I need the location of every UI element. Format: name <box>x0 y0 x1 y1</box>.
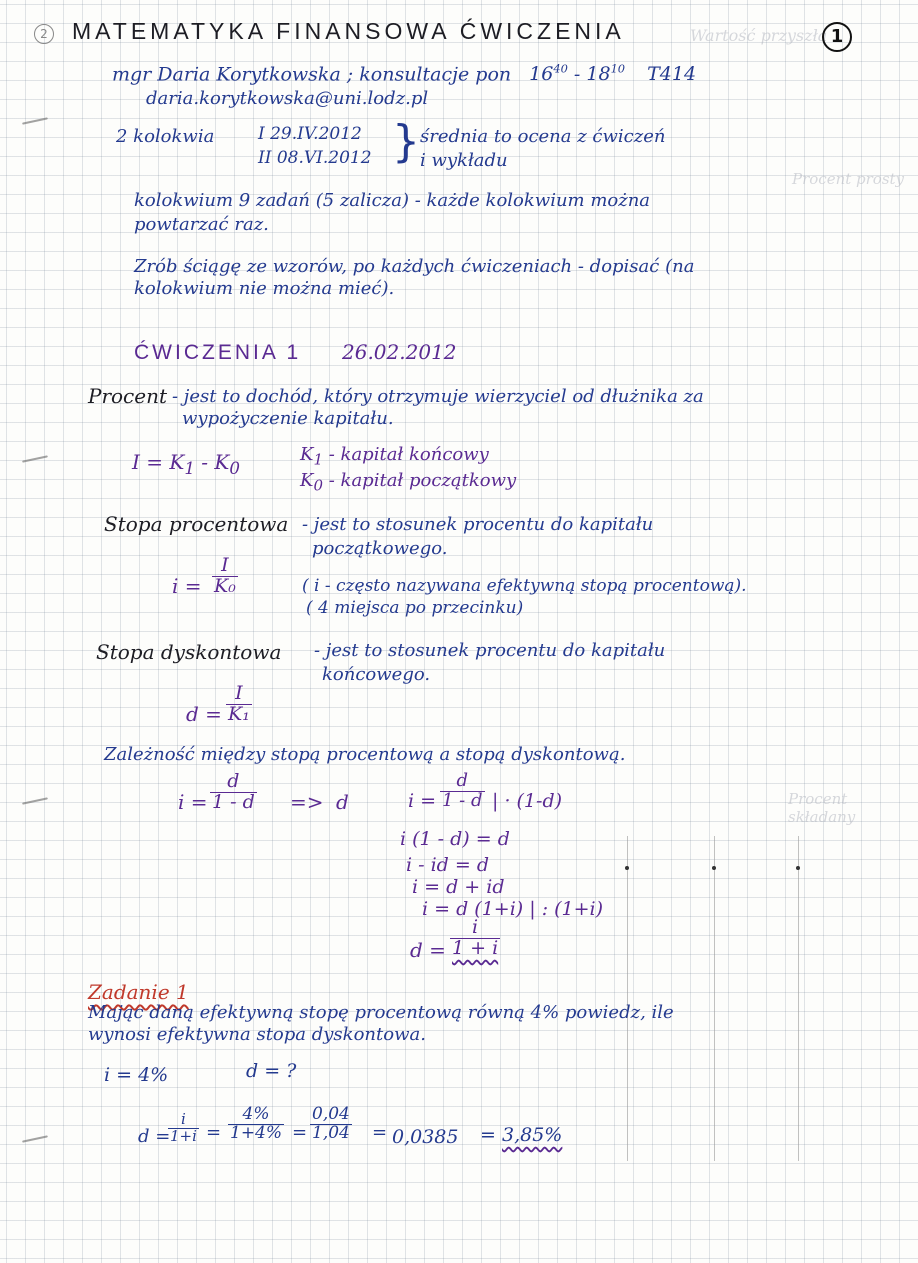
k0-definition <box>300 472 516 494</box>
grade-note-2: i wykładu <box>420 150 508 171</box>
consult-end <box>586 63 625 85</box>
task-heading-text: Zadanie 1 <box>88 980 189 1004</box>
show-through-text: Wartość przyszła <box>690 26 828 45</box>
time-end: 18 <box>586 63 611 86</box>
lesson-heading: ĆWICZENIA 1 <box>134 341 302 364</box>
relation-arrow-var: d <box>336 790 349 814</box>
show-through-text: Procent prosty <box>792 170 905 188</box>
page-number: 1 <box>822 22 852 52</box>
faint-guide-line <box>714 836 715 1161</box>
faint-guide-line <box>798 836 799 1161</box>
relation-lhs: i = <box>178 790 208 814</box>
derivation-step-4 <box>422 900 603 919</box>
solution-fraction-1 <box>168 1112 199 1145</box>
hole-punch-mark <box>22 1135 48 1142</box>
solution-percent-text: 3,85% <box>502 1124 563 1146</box>
k0-sub: 0 <box>313 476 323 495</box>
fraction-denominator: 1+i <box>170 1126 197 1145</box>
consult-start <box>529 63 568 85</box>
formula-procent <box>132 452 240 478</box>
time-dash: - <box>573 63 581 86</box>
k1-definition <box>300 446 489 468</box>
pencil-dot <box>712 866 716 870</box>
stopa-dyskontowa-term: Stopa dyskontowa <box>96 640 282 664</box>
show-through-text: Procent składany <box>788 790 856 826</box>
tasks-line-2: powtarzać raz. <box>134 214 269 235</box>
i-formula-lhs: i = <box>172 574 202 598</box>
fraction-denominator: 1 + i <box>452 936 499 959</box>
fraction-numerator: 0,04 <box>312 1104 350 1124</box>
grade-note-1: średnia to ocena z ćwiczeń <box>420 126 666 147</box>
relation-arrow: => <box>290 790 324 814</box>
solution-lhs: d = <box>138 1126 171 1147</box>
corner-mark: 2 <box>34 24 54 44</box>
kolokwia-label: 2 kolokwia <box>116 126 215 147</box>
stopa-dyskontowa-def-2: końcowego. <box>322 664 431 685</box>
hole-punch-mark <box>22 455 48 462</box>
page-title: MATEMATYKA FINANSOWA ĆWICZENIA <box>72 18 625 44</box>
formulas-line-2: kolokwium nie można mieć). <box>134 278 395 299</box>
procent-def-1: - jest to dochód, który otrzymuje wierzyciel od dłużnika za <box>172 386 704 407</box>
derivation-step-1: i (1 - d) = d <box>400 828 510 850</box>
relation-heading: Zależność między stopą procentową a stopą dyskontową. <box>104 744 626 765</box>
task-text-1: Mając daną efektywną stopę procentową równą 4% powiedz, ile <box>88 1002 674 1023</box>
fraction-numerator: 4% <box>242 1104 270 1124</box>
derivation-multiply: | · (1-d) <box>492 790 563 812</box>
i-note-1: ( i - często nazywana efektywną stopą procentową). <box>302 576 747 596</box>
room-number: T414 <box>647 63 697 86</box>
k1-desc: - kapitał końcowy <box>328 444 489 465</box>
derivation-result-fraction <box>450 918 500 959</box>
fraction-denominator: K₁ <box>228 702 250 725</box>
k0-symbol: K <box>300 470 314 491</box>
k0-desc: - kapitał początkowy <box>328 470 517 491</box>
procent-def-2: wypożyczenie kapitału. <box>182 408 394 429</box>
fraction-numerator: d <box>456 770 469 791</box>
fraction-denominator: 1 - d <box>212 790 255 813</box>
fraction-denominator: 1,04 <box>312 1122 350 1143</box>
pencil-dot <box>796 866 800 870</box>
i-formula-fraction <box>212 556 238 597</box>
solution-decimal: 0,0385 <box>392 1126 459 1148</box>
pencil-dot <box>625 866 629 870</box>
d-formula-lhs: d = <box>186 702 222 726</box>
k1-symbol: K <box>300 444 314 465</box>
email-address: daria.korytkowska@uni.lodz.pl <box>146 88 429 109</box>
k1-sub: 1 <box>313 450 323 469</box>
solution-equals: = <box>372 1122 388 1143</box>
fraction-numerator: i <box>472 916 479 938</box>
formula-procent-sub0: 0 <box>229 459 240 478</box>
i-note-2: ( 4 miejsca po przecinku) <box>306 598 524 618</box>
stopa-procentowa-term: Stopa procentowa <box>104 512 289 536</box>
formulas-line-1: Zrób ściągę ze wzorów, po każdych ćwiczeniach - dopisać (na <box>134 256 695 277</box>
fraction-numerator: I <box>221 554 229 576</box>
solution-equals: = <box>292 1122 308 1143</box>
time-start: 16 <box>529 63 554 86</box>
lecturer-text: mgr Daria Korytkowska ; konsultacje pon <box>112 63 512 86</box>
formula-procent-sub1: 1 <box>184 459 195 478</box>
procent-term: Procent <box>88 384 168 408</box>
curly-brace: } <box>392 116 420 167</box>
solution-fraction-2 <box>228 1106 284 1143</box>
relation-fraction <box>210 772 257 813</box>
formula-procent-lhs: I = K <box>132 450 185 474</box>
derivation-step-4-div: | : (1+i) <box>529 898 604 920</box>
given-i: i = 4% <box>104 1064 169 1086</box>
lecturer-line <box>112 64 696 84</box>
tasks-line-1: kolokwium 9 zadań (5 zalicza) - każde kolokwium można <box>134 190 651 211</box>
fraction-denominator: K₀ <box>214 574 236 597</box>
stopa-dyskontowa-def-1: - jest to stosunek procentu do kapitału <box>314 640 666 661</box>
time-end-minutes: 10 <box>610 62 626 76</box>
given-d: d = ? <box>246 1060 297 1082</box>
stopa-procentowa-def-2: początkowego. <box>312 538 448 559</box>
d-formula-fraction <box>226 684 252 725</box>
fraction-numerator: d <box>227 770 240 792</box>
fraction-denominator: 1 - d <box>442 789 483 811</box>
faint-guide-line <box>627 836 628 1161</box>
stopa-procentowa-def-1: - jest to stosunek procentu do kapitału <box>302 514 654 535</box>
lesson-date: 26.02.2012 <box>342 340 457 364</box>
solution-fraction-3 <box>310 1106 352 1143</box>
solution-percent <box>502 1126 562 1145</box>
solution-equals: = <box>480 1124 496 1146</box>
fraction-numerator: i <box>181 1110 186 1128</box>
kolokwium-1-date: I 29.IV.2012 <box>258 124 362 144</box>
hole-punch-mark <box>22 117 48 124</box>
solution-equals: = <box>206 1122 222 1143</box>
hole-punch-mark <box>22 797 48 804</box>
derivation-step-2: i - id = d <box>406 854 489 876</box>
kolokwium-2-date: II 08.VI.2012 <box>258 148 372 168</box>
derivation-fraction <box>440 772 485 811</box>
formula-procent-minus: - K <box>194 450 230 474</box>
derivation-lhs: i = <box>408 790 437 812</box>
derivation-step-3: i = d + id <box>412 876 505 898</box>
time-start-minutes: 40 <box>553 62 568 76</box>
task-heading <box>88 982 189 1002</box>
derivation-result-lhs: d = <box>410 938 446 962</box>
derivation-step-4-eq: i = d (1+i) <box>422 898 524 920</box>
fraction-numerator: I <box>235 682 243 704</box>
fraction-denominator: 1+4% <box>230 1122 283 1143</box>
task-text-2: wynosi efektywna stopa dyskontowa. <box>88 1024 426 1045</box>
